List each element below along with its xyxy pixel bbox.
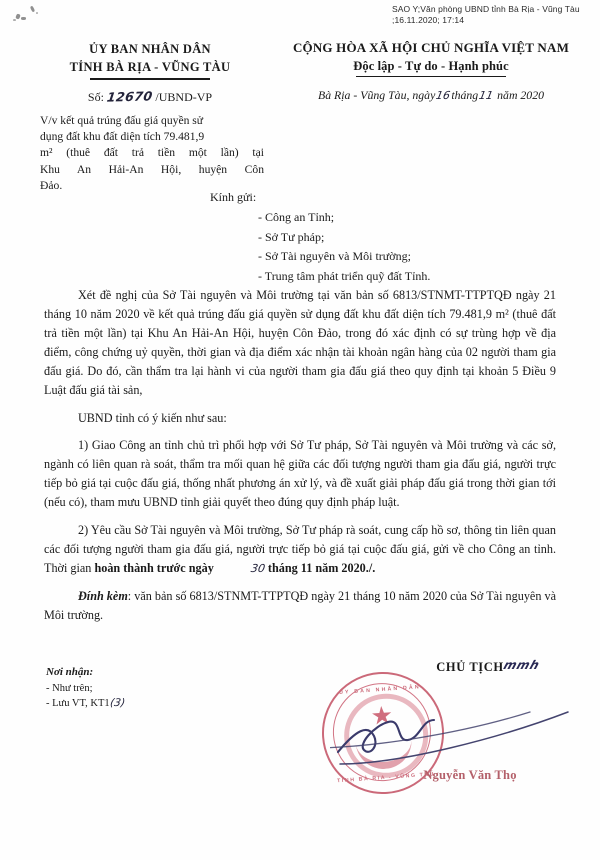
distribution-item xyxy=(46,696,125,712)
national-title: CỘNG HÒA XÃ HỘI CHỦ NGHĨA VIỆT NAM xyxy=(292,40,570,55)
signature-block xyxy=(370,658,570,783)
subject-line-5: Đảo. xyxy=(40,179,63,193)
authority-name-line2: TỈNH BÀ RỊA - VŨNG TÀU xyxy=(69,60,231,75)
national-header-block xyxy=(272,40,590,103)
subject-line-1: V/v kết quả trúng đấu giá quyền sử xyxy=(40,113,204,127)
recipient-item: - Sở Tài nguyên và Môi trường; xyxy=(258,249,411,264)
scan-speckle xyxy=(13,19,16,21)
recipient-item: - Công an Tỉnh; xyxy=(258,210,335,225)
subject-line-4: Khu An Hải-An Hội, huyện Côn xyxy=(40,162,264,176)
authority-name-line1: ỦY BAN NHÂN DÂN xyxy=(89,42,211,56)
distribution-item: - Như trên; xyxy=(46,682,93,694)
scan-speckle xyxy=(36,12,38,14)
motto-underline xyxy=(356,76,506,77)
document-number-row xyxy=(30,89,270,105)
dateline-suffix: năm 2020 xyxy=(497,88,544,103)
masthead xyxy=(0,40,600,193)
attachment-text: : văn bản số 6813/STNMT-TTPTQĐ ngày 21 tháng 10 năm 2020 của Sở Tài nguyên và Môi trường. xyxy=(44,589,556,623)
national-motto: Độc lập - Tự do - Hạnh phúc xyxy=(353,59,509,73)
subject-line-2: dụng đất khu đất diện tích 79.481,9 xyxy=(40,130,205,143)
body-paragraph-4 xyxy=(44,521,556,578)
dateline-mid: tháng xyxy=(451,88,479,103)
distribution-item-text: - Lưu VT, KT1 xyxy=(46,698,110,710)
attachment-label: Đính kèm xyxy=(78,589,128,604)
subject-block xyxy=(30,113,270,195)
body-paragraph-1: Xét đề nghị của Sở Tài nguyên và Môi trường tại văn bản số 6813/STNMT-TTPTQĐ ngày 21 tháng 10 năm 2020 về kết quả trúng đấu giá quyền sử dụng đất khu đất diện tích 79.481,9 m² (thuê đất trả tiền một lần) tại Khu An Hải-An Hội, huyện Côn Đảo, trong đó xác định có sự trùng hợp về địa điểm, công chứng uỷ quyền, thời gian và địa điểm xác nhận tài khoản ngân hàng của 02 người tham gia đấu giá. Do đó, cần thẩm tra lại hành vi của người tham gia đấu giá theo quy định tại khoản 5 Điều 9 Luật đấu giá tài sản, xyxy=(44,288,556,398)
seal-bottom-text: TỈNH BÀ RỊA - VŨNG TÀU xyxy=(336,771,436,785)
subject-line-3: m² (thuê đất trả tiền một lần) tại xyxy=(40,146,264,160)
signer-title-text: CHỦ TỊCH xyxy=(436,660,504,674)
stamp-line-1: SAO Y;Văn phòng UBND tỉnh Bà Rịa - Vũng Tàu xyxy=(392,4,580,14)
document-number-label: Số: xyxy=(87,89,104,104)
body-paragraph-3: 1) Giao Công an tỉnh chủ trì phối hợp với Sở Tư pháp, Sở Tài nguyên và Môi trường và các sở, ngành có liên quan rà soát, thẩm tra mối quan hệ giữa các đối tượng người tham gia đấu giá, người trực tiếp bỏ giá tại cuộc đấu giá, thống nhất phương án xử lý, và đề xuất giải pháp đấu giá trong thời gian tới (nếu có), tham mưu UBND tỉnh giải quyết theo đúng quy định pháp luật. xyxy=(44,438,556,510)
para4-text: 2) Yêu cầu Sở Tài nguyên và Môi trường, Sở Tư pháp rà soát, cung cấp hồ sơ, thông tin liên quan các đối tượng người tham gia đấu giá, người trực tiếp bỏ giá tại cuộc đấu giá, gửi về cho Công an tỉnh. Thời gian xyxy=(44,523,556,576)
recipients-list xyxy=(210,208,550,286)
stamp-line-2: ;16.11.2020; 17:14 xyxy=(392,15,465,26)
distribution-item-handwritten: (3) xyxy=(108,697,126,710)
body-paragraph-2: UBND tỉnh có ý kiến như sau: xyxy=(78,411,227,426)
scan-speckle xyxy=(30,6,35,13)
seal-top-text: ỦY BAN NHÂN DÂN xyxy=(338,684,422,696)
scan-speckle xyxy=(15,13,20,19)
recipients-block xyxy=(210,188,550,286)
scan-speckle xyxy=(21,17,26,20)
distribution-block xyxy=(46,664,125,712)
recipient-item: - Trung tâm phát triển quỹ đất Tỉnh. xyxy=(258,268,431,283)
document-number-suffix: /UBND-VP xyxy=(155,89,213,104)
recipients-label: Kính gửi: xyxy=(210,190,257,204)
signer-name: Nguyễn Văn Thọ xyxy=(423,768,517,782)
authority-underline xyxy=(90,78,210,79)
dateline xyxy=(272,88,590,103)
recipient-item: - Sở Tư pháp; xyxy=(258,229,325,244)
issuing-authority-block xyxy=(30,40,270,195)
certified-copy-stamp xyxy=(392,4,592,27)
document-body xyxy=(44,286,556,635)
distribution-title: Nơi nhận: xyxy=(46,666,94,678)
para4-handwritten-day: 30 xyxy=(249,562,267,576)
signer-title xyxy=(436,658,542,675)
body-paragraph-5 xyxy=(44,587,556,625)
para4-bold-month-year: tháng 11 năm 2020./. xyxy=(267,561,376,576)
para4-bold-deadline: hoàn thành trước ngày xyxy=(94,561,214,576)
seal-star-icon: ★ xyxy=(369,702,394,731)
document-number-value: 12670 xyxy=(105,87,154,105)
dateline-month: 11 xyxy=(478,89,495,103)
dateline-day: 16 xyxy=(435,89,452,103)
signer-initials-mark: mmh xyxy=(501,658,542,672)
dateline-prefix: Bà Rịa - Vũng Tàu, ngày xyxy=(318,88,436,103)
